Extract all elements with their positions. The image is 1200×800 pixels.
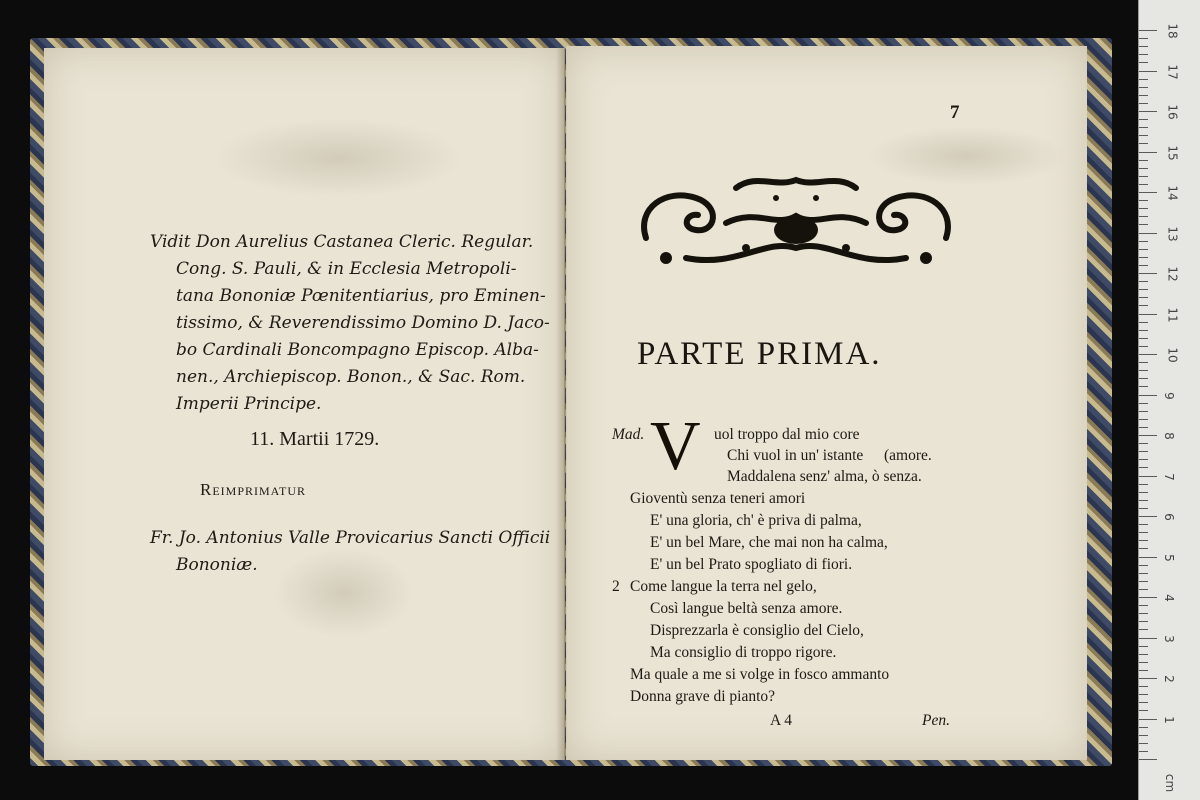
ruler-tick — [1139, 467, 1148, 468]
ruler-tick — [1139, 119, 1148, 120]
ruler-tick — [1139, 419, 1148, 420]
ruler-tick — [1139, 605, 1148, 606]
ruler-tick — [1139, 670, 1148, 671]
verse-line-13: Donna grave di pianto? — [630, 688, 776, 705]
ruler-tick — [1139, 378, 1148, 379]
ruler-tick — [1139, 79, 1148, 80]
ruler-number: 18 — [1165, 23, 1180, 39]
ruler-tick — [1139, 702, 1148, 703]
verse-line-12: Ma quale a me si volge in fosco ammanto — [630, 666, 890, 683]
ruler-number: 2 — [1161, 675, 1176, 683]
ruler-tick — [1139, 573, 1148, 574]
ruler-number: 5 — [1161, 553, 1176, 562]
ruler-number: 6 — [1161, 513, 1176, 521]
ruler-tick — [1139, 694, 1148, 695]
verse-line-7: E' un bel Prato spogliato di fiori. — [650, 556, 853, 573]
ruler-tick — [1139, 46, 1148, 47]
ruler-tick — [1139, 581, 1148, 582]
verse-line-4: Gioventù senza teneri amori — [630, 490, 806, 507]
imprimatur-line-5: bo Cardinali Boncompagno Episcop. Alba- — [176, 340, 539, 360]
stanza-number: 2 — [612, 578, 620, 595]
ruler-tick — [1139, 629, 1148, 630]
ruler-tick — [1139, 127, 1148, 128]
ruler-tick — [1139, 759, 1157, 760]
ruler-tick — [1139, 338, 1148, 339]
ruler-tick — [1139, 362, 1148, 363]
ruler-tick — [1139, 492, 1148, 493]
ruler-tick — [1139, 548, 1148, 549]
ruler-tick — [1139, 103, 1148, 104]
ruler-tick — [1139, 160, 1148, 161]
ruler-tick — [1139, 621, 1148, 622]
ruler-tick — [1139, 370, 1148, 371]
ruler-tick — [1139, 735, 1148, 736]
ruler-number: 15 — [1165, 144, 1180, 161]
ruler-tick — [1139, 71, 1157, 72]
ruler-tick — [1139, 516, 1157, 517]
ruler-tick — [1139, 540, 1148, 541]
ruler-tick — [1139, 427, 1148, 428]
ruler-tick — [1139, 135, 1148, 136]
ruler-tick — [1139, 678, 1157, 679]
verse-line-3: Maddalena senz' alma, ò senza. — [727, 468, 922, 485]
ruler-tick — [1139, 176, 1148, 177]
ruler-tick — [1139, 322, 1148, 323]
ruler-tick — [1139, 30, 1157, 31]
ruler-number: 11 — [1165, 306, 1180, 323]
verse-line-1: uol troppo dal mio core — [714, 426, 860, 443]
signature-line-2: Bononiæ. — [176, 555, 258, 575]
imprimatur-line-1: Vidit Don Aurelius Castanea Cleric. Regular. — [150, 232, 534, 252]
ruler-tick — [1139, 330, 1148, 331]
ruler-tick — [1139, 403, 1148, 404]
ruler-tick — [1139, 273, 1157, 274]
ruler-tick — [1139, 597, 1157, 598]
ruler-tick — [1139, 224, 1148, 225]
ruler-tick — [1139, 216, 1148, 217]
signature-line-1: Fr. Jo. Antonius Valle Provicarius Sancti Officii — [150, 528, 551, 548]
verse-line-9: Così langue beltà senza amore. — [650, 600, 843, 617]
ruler-tick — [1139, 613, 1148, 614]
ruler-tick — [1139, 297, 1148, 298]
ruler-tick — [1139, 557, 1157, 558]
ruler-tick — [1139, 654, 1148, 655]
ruler-tick — [1139, 386, 1148, 387]
ruler-tick — [1139, 184, 1148, 185]
ruler-tick — [1139, 719, 1157, 720]
ruler-tick — [1139, 265, 1148, 266]
ruler-tick — [1139, 241, 1148, 242]
ruler-number: 14 — [1165, 185, 1180, 201]
signature-mark: A 4 — [770, 712, 792, 729]
ruler-tick — [1139, 200, 1148, 201]
ruler-tick — [1139, 208, 1148, 209]
ornament-headpiece-icon — [626, 168, 966, 272]
ruler-tick — [1139, 443, 1148, 444]
ruler-number: 17 — [1165, 63, 1180, 80]
ruler-tick — [1139, 743, 1148, 744]
verse-overflow: (amore. — [884, 447, 932, 464]
ruler-tick — [1139, 95, 1148, 96]
verse-line-10: Disprezzarla è consiglio del Cielo, — [650, 622, 864, 639]
ruler-tick — [1139, 686, 1148, 687]
page-number: 7 — [950, 102, 960, 123]
catchword: Pen. — [922, 712, 950, 729]
verse-line-8: Come langue la terra nel gelo, — [630, 578, 817, 595]
drop-cap: V — [650, 408, 701, 485]
ruler-number: 10 — [1165, 347, 1180, 363]
imprimatur-line-3: tana Bononiæ Pœnitentiarius, pro Eminen- — [176, 286, 546, 306]
verse-line-6: E' un bel Mare, che mai non ha calma, — [650, 534, 888, 551]
verse-line-2: Chi vuol in un' istante — [727, 447, 864, 464]
ruler-tick — [1139, 54, 1148, 55]
ruler-tick — [1139, 638, 1157, 639]
ruler-tick — [1139, 281, 1148, 282]
ruler-tick — [1139, 500, 1148, 501]
ruler-number: 9 — [1161, 391, 1176, 400]
ruler-tick — [1139, 476, 1157, 477]
show-through-stain — [274, 548, 414, 638]
ruler-tick — [1139, 62, 1148, 63]
ruler-tick — [1139, 459, 1148, 460]
ruler-tick — [1139, 524, 1148, 525]
ruler-tick — [1139, 111, 1157, 112]
imprimatur-line-7: Imperii Principe. — [176, 394, 322, 414]
ruler-tick — [1139, 257, 1148, 258]
verse-line-11: Ma consiglio di troppo rigore. — [650, 644, 837, 661]
ruler-tick — [1139, 751, 1148, 752]
ruler-tick — [1139, 249, 1148, 250]
ruler-number: 7 — [1161, 472, 1176, 481]
ruler-tick — [1139, 411, 1148, 412]
ruler-tick — [1139, 192, 1157, 193]
ruler-tick — [1139, 532, 1148, 533]
ruler-tick — [1139, 451, 1148, 452]
imprimatur-date: 11. Martii 1729. — [250, 428, 380, 450]
reimprimatur-label: Reimprimatur — [200, 480, 307, 499]
ruler-unit: cm — [1163, 773, 1178, 793]
ruler-tick — [1139, 565, 1148, 566]
ruler-number: 1 — [1161, 715, 1176, 724]
ruler-number: 3 — [1161, 634, 1176, 643]
verse-line-5: E' una gloria, ch' è priva di palma, — [650, 512, 862, 529]
ruler-tick — [1139, 484, 1148, 485]
ruler-number: 16 — [1165, 104, 1180, 120]
ruler-tick — [1139, 87, 1148, 88]
ruler-tick — [1139, 589, 1148, 590]
ruler-tick — [1139, 314, 1157, 315]
ruler-tick — [1139, 38, 1148, 39]
ruler-number: 4 — [1161, 594, 1176, 602]
ruler-tick — [1139, 305, 1148, 306]
measurement-ruler — [1138, 0, 1200, 800]
ruler-number: 12 — [1165, 266, 1180, 282]
ruler-tick — [1139, 727, 1148, 728]
ruler-tick — [1139, 289, 1148, 290]
imprimatur-line-6: nen., Archiepiscop. Bonon., & Sac. Rom. — [176, 367, 526, 387]
imprimatur-line-4: tissimo, & Reverendissimo Domino D. Jaco- — [176, 313, 550, 333]
ruler-number: 8 — [1161, 432, 1176, 440]
ruler-tick — [1139, 710, 1148, 711]
section-heading: PARTE PRIMA. — [637, 336, 882, 372]
ruler-tick — [1139, 346, 1148, 347]
ruler-tick — [1139, 395, 1157, 396]
ruler-tick — [1139, 152, 1157, 153]
ruler-tick — [1139, 354, 1157, 355]
show-through-ornament — [214, 118, 464, 198]
ruler-tick — [1139, 233, 1157, 234]
speaker-label: Mad. — [612, 426, 645, 443]
ruler-number: 13 — [1165, 225, 1180, 242]
ruler-tick — [1139, 168, 1148, 169]
ruler-tick — [1139, 143, 1148, 144]
imprimatur-line-2: Cong. S. Pauli, & in Ecclesia Metropoli- — [176, 259, 517, 279]
ruler-tick — [1139, 662, 1148, 663]
ruler-tick — [1139, 508, 1148, 509]
ruler-tick — [1139, 435, 1157, 436]
ruler-tick — [1139, 646, 1148, 647]
